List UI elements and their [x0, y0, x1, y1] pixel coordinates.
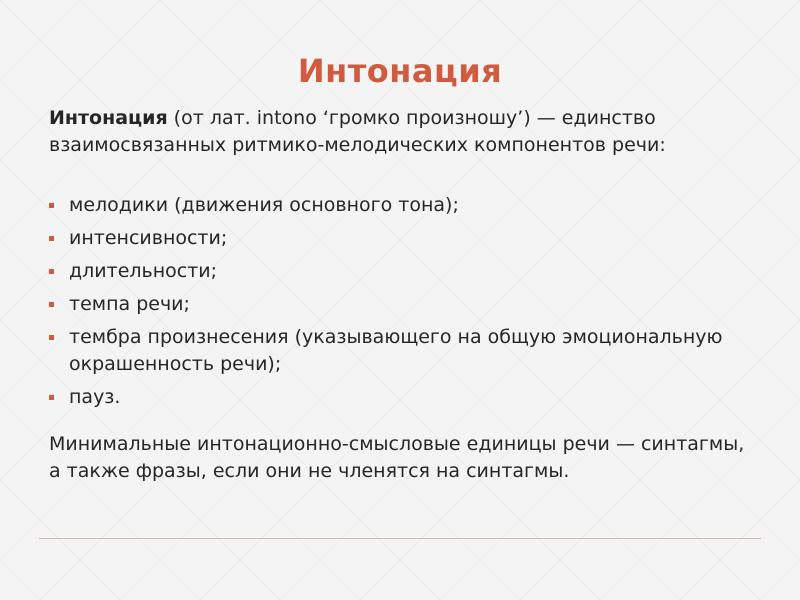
slide-title: Интонация: [297, 52, 503, 90]
list-item: [49, 384, 749, 411]
list-item: [49, 291, 749, 318]
bullet-icon: [49, 269, 54, 274]
footer-divider: [39, 538, 761, 539]
definition-term: Интонация: [49, 107, 168, 129]
bullet-icon: [49, 302, 54, 307]
bullet-icon: [49, 395, 54, 400]
list-item-text: мелодики (движения основного тона);: [69, 194, 459, 216]
list-item-text: пауз.: [69, 386, 121, 408]
list-item-text: темпа речи;: [69, 293, 190, 315]
bullet-icon: [49, 335, 54, 340]
list-item: [49, 192, 749, 219]
list-item-text: тембра произнесения (указывающего на общую эмоциональную окрашенность речи);: [69, 326, 723, 375]
definition-text: (от лат. intono ‘громко произношу’) — единство взаимосвязанных ритмико-мелодических компонентов речи:: [49, 107, 666, 156]
component-list: [49, 192, 749, 417]
summary-paragraph: Минимальные интонационно-смысловые единицы речи — синтагмы, а также фразы, если они не членятся на синтагмы.: [49, 433, 745, 482]
list-item: [49, 324, 749, 378]
list-item-text: интенсивности;: [69, 227, 228, 249]
list-item: [49, 258, 749, 285]
definition-paragraph: [49, 105, 749, 159]
list-item-text: длительности;: [69, 260, 218, 282]
list-item: [49, 225, 749, 252]
bullet-icon: [49, 203, 54, 208]
bullet-icon: [49, 236, 54, 241]
